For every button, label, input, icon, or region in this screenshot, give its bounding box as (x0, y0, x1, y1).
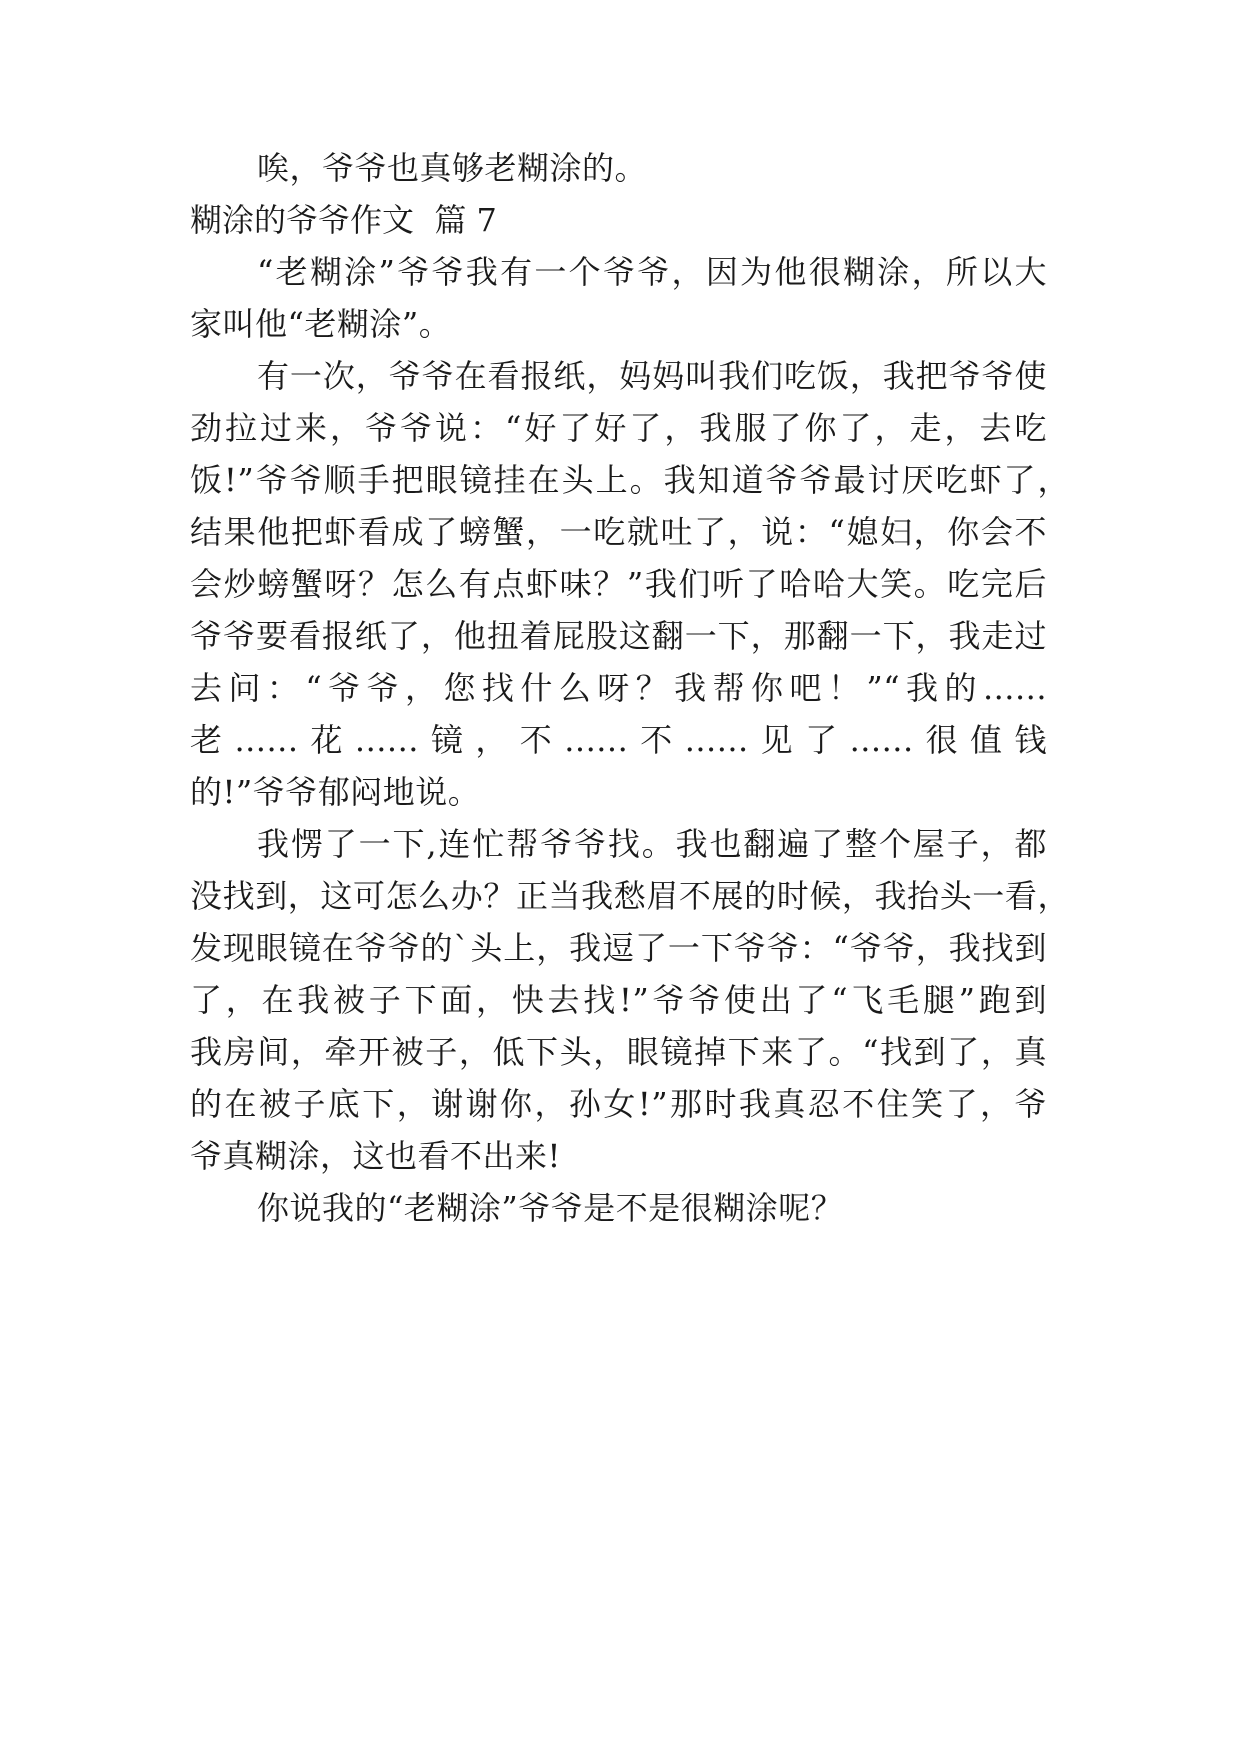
paragraph-line: 老......花......镜，不......不......见了......很值钱 (190, 721, 1047, 759)
paragraph-line: 唉，爷爷也真够老糊涂的。 (257, 149, 648, 187)
paragraph-line: 爷爷要看报纸了，他扭着屁股这翻一下，那翻一下，我走过 (190, 617, 1047, 655)
paragraph-line: 去问：“爷爷，您找什么呀？我帮你吧！”“我的...... (190, 669, 1047, 707)
paragraph-line: 没找到，这可怎么办？正当我愁眉不展的时候，我抬头一看， (190, 877, 1070, 915)
paragraph-line: 发现眼镜在爷爷的`头上，我逗了一下爷爷：“爷爷，我找到 (190, 929, 1047, 967)
paragraph-line: 劲拉过来，爷爷说：“好了好了，我服了你了，走，去吃 (190, 409, 1047, 447)
paragraph-line: 饭!”爷爷顺手把眼镜挂在头上。我知道爷爷最讨厌吃虾了， (190, 461, 1070, 499)
section-title: 糊涂的爷爷作文 篇 7 (190, 201, 497, 239)
paragraph-line: 的!”爷爷郁闷地说。 (190, 773, 481, 811)
paragraph-line: 爷真糊涂，这也看不出来! (190, 1137, 561, 1175)
paragraph-line: 有一次，爷爷在看报纸，妈妈叫我们吃饭，我把爷爷使 (257, 357, 1047, 395)
paragraph-line: 我房间，牵开被子，低下头，眼镜掉下来了。“找到了，真 (190, 1033, 1047, 1071)
paragraph-line: 你说我的“老糊涂”爷爷是不是很糊涂呢？ (257, 1189, 844, 1227)
paragraph-line: “老糊涂”爷爷我有一个爷爷，因为他很糊涂，所以大 (257, 253, 1047, 291)
paragraph-line: 了，在我被子下面，快去找!”爷爷使出了“飞毛腿”跑到 (190, 981, 1047, 1019)
paragraph-line: 的在被子底下，谢谢你，孙女!”那时我真忍不住笑了，爷 (190, 1085, 1047, 1123)
paragraph-line: 会炒螃蟹呀？怎么有点虾味？”我们听了哈哈大笑。吃完后 (190, 565, 1047, 603)
paragraph-line: 家叫他“老糊涂”。 (190, 305, 452, 343)
paragraph-line: 结果他把虾看成了螃蟹，一吃就吐了，说：“媳妇，你会不 (190, 513, 1047, 551)
paragraph-line: 我愣了一下,连忙帮爷爷找。我也翻遍了整个屋子，都 (257, 825, 1047, 863)
